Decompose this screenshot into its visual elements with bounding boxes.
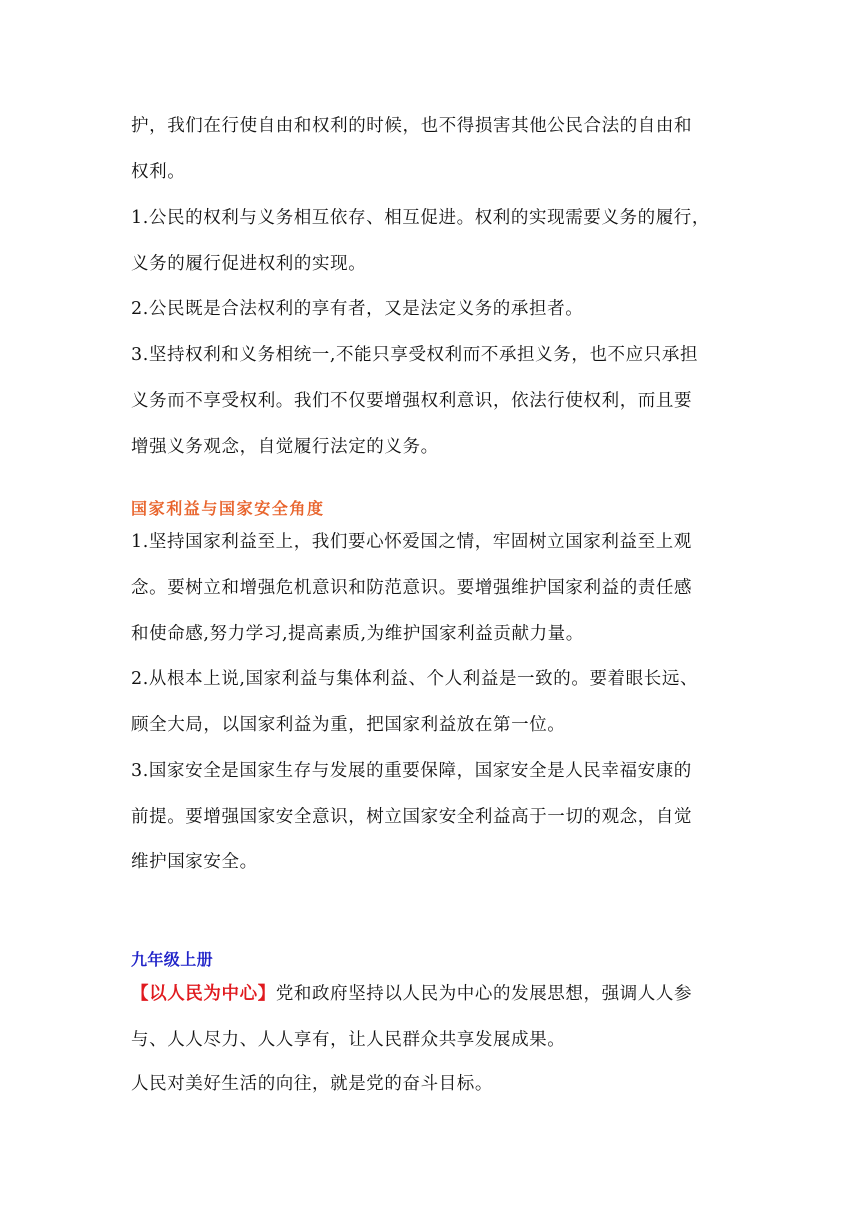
text-line: 义务而不享受权利。我们不仅要增强权利意识，依法行使权利，而且要 <box>131 391 693 411</box>
text-line: 增强义务观念，自觉履行法定的义务。 <box>131 437 439 457</box>
text-line: 权利。 <box>131 162 186 182</box>
text-line: 义务的履行促进权利的实现。 <box>131 254 367 274</box>
text-line <box>131 982 692 1006</box>
text-line: 3.坚持权利和义务相统一,不能只享受权利而不承担义务，也不应只承担 <box>131 345 699 365</box>
text-line: 与、人人尽力、人人享有，让人民群众共享发展成果。 <box>131 1030 566 1050</box>
text-line: 2.公民既是合法权利的享有者，又是法定义务的承担者。 <box>131 299 584 319</box>
text-line: 维护国家安全。 <box>131 852 258 872</box>
text-line: 顾全大局，以国家利益为重，把国家利益放在第一位。 <box>131 715 566 735</box>
text-fragment: 党和政府坚持以人民为中心的发展思想，强调人人参 <box>275 984 693 1004</box>
text-line: 念。要树立和增强危机意识和防范意识。要增强维护国家利益的责任感 <box>131 578 693 598</box>
text-line: 前提。要增强国家安全意识，树立国家安全利益高于一切的观念，自觉 <box>131 807 693 827</box>
text-line: 和使命感,努力学习,提高素质,为维护国家利益贡献力量。 <box>131 624 584 644</box>
section-heading: 国家利益与国家安全角度 <box>131 499 325 518</box>
text-line: 1.坚持国家利益至上，我们要心怀爱国之情，牢固树立国家利益至上观 <box>131 532 692 552</box>
topic-label: 【以人民为中心】 <box>131 984 276 1004</box>
section-heading: 九年级上册 <box>131 950 214 969</box>
text-line: 1.公民的权利与义务相互依存、相互促进。权利的实现需要义务的履行， <box>131 208 710 228</box>
text-line: 3.国家安全是国家生存与发展的重要保障，国家安全是人民幸福安康的 <box>131 761 692 781</box>
text-line: 2.从根本上说,国家利益与集体利益、个人利益是一致的。要着眼长远、 <box>131 669 699 689</box>
text-line: 护，我们在行使自由和权利的时候，也不得损害其他公民合法的自由和 <box>131 116 693 136</box>
text-line: 人民对美好生活的向往，就是党的奋斗目标。 <box>131 1074 493 1094</box>
